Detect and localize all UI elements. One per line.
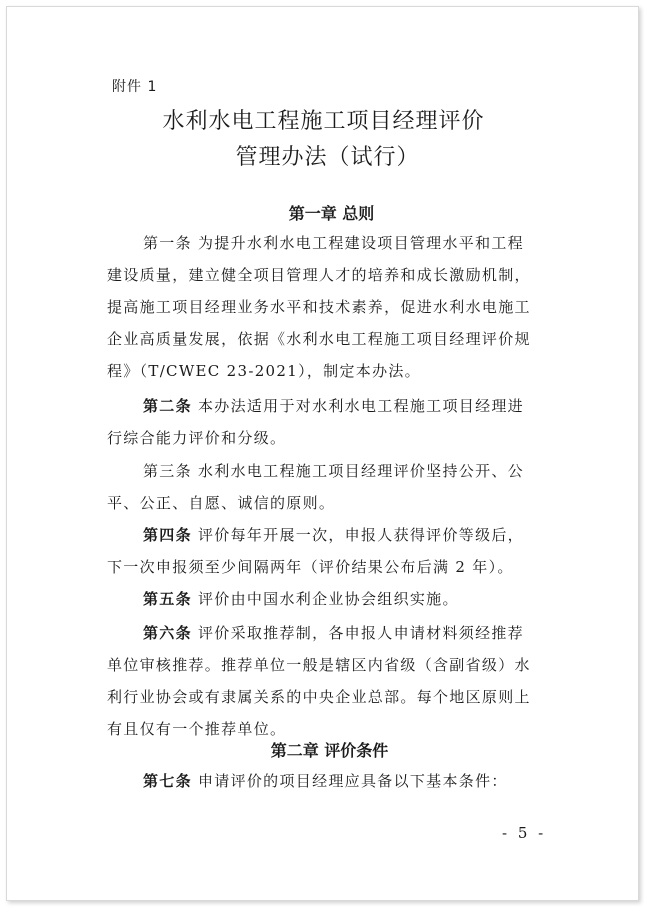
article-3-label: 第三条 (143, 462, 192, 480)
article-1-line-4: 企业高质量发展，依据《水利水电工程施工项目经理评价规 (107, 330, 531, 348)
article-4-line-1 (143, 525, 539, 545)
article-2-label: 第二条 (143, 397, 192, 415)
article-4-text: 评价每年开展一次，申报人获得评价等级后， (197, 526, 524, 544)
article-3-line-2: 平、公正、自愿、诚信的原则。 (107, 494, 336, 512)
chapter-1-heading: 第一章 总则 (288, 204, 375, 223)
article-1-label: 第一条 (143, 234, 192, 252)
article-7-label: 第七条 (143, 772, 192, 790)
article-6-line-1 (143, 623, 539, 643)
document-title-line-1: 水利水电工程施工项目经理评价 (162, 109, 485, 134)
article-1-line-3: 提高施工项目经理业务水平和技术素养，促进水利水电施工 (107, 298, 531, 316)
article-6-line-4: 有且仅有一个推荐单位。 (107, 720, 287, 738)
article-1-line-5: 程》（T/CWEC 23-2021），制定本办法。 (107, 362, 421, 380)
article-5-text: 评价由中国水利企业协会组织实施。 (197, 590, 459, 608)
chapter-2-heading: 第二章 评价条件 (270, 741, 389, 760)
article-2-line-1 (143, 396, 539, 416)
article-3-line-1 (143, 461, 539, 481)
article-1-text: 为提升水利水电工程建设项目管理水平和工程 (197, 234, 524, 252)
article-1-line-1 (143, 233, 539, 253)
document-title-line-2: 管理办法（试行） (235, 145, 420, 170)
article-6-line-3: 利行业协会或有隶属关系的中央企业总部。每个地区原则上 (107, 688, 531, 706)
article-5-line-1 (143, 589, 539, 609)
article-3-text: 水利水电工程施工项目经理评价坚持公开、公 (197, 462, 524, 480)
article-7-text: 申请评价的项目经理应具备以下基本条件： (197, 772, 508, 790)
attachment-label: 附件 1 (112, 79, 158, 95)
article-6-label: 第六条 (143, 624, 192, 642)
article-2-line-2: 行综合能力评价和分级。 (107, 429, 287, 447)
article-6-line-2: 单位审核推荐。推荐单位一般是辖区内省级（含副省级）水 (107, 656, 531, 674)
page-number: - 5 - (502, 824, 547, 842)
article-5-label: 第五条 (143, 590, 192, 608)
article-4-line-2: 下一次申报须至少间隔两年（评价结果公布后满 2 年）。 (107, 558, 514, 576)
article-2-text: 本办法适用于对水利水电工程施工项目经理进 (197, 397, 524, 415)
article-4-label: 第四条 (143, 526, 192, 544)
article-7-line-1 (143, 771, 539, 791)
article-1-line-2: 建设质量，建立健全项目管理人才的培养和成长激励机制， (107, 266, 531, 284)
article-6-text: 评价采取推荐制，各申报人申请材料须经推荐 (197, 624, 524, 642)
